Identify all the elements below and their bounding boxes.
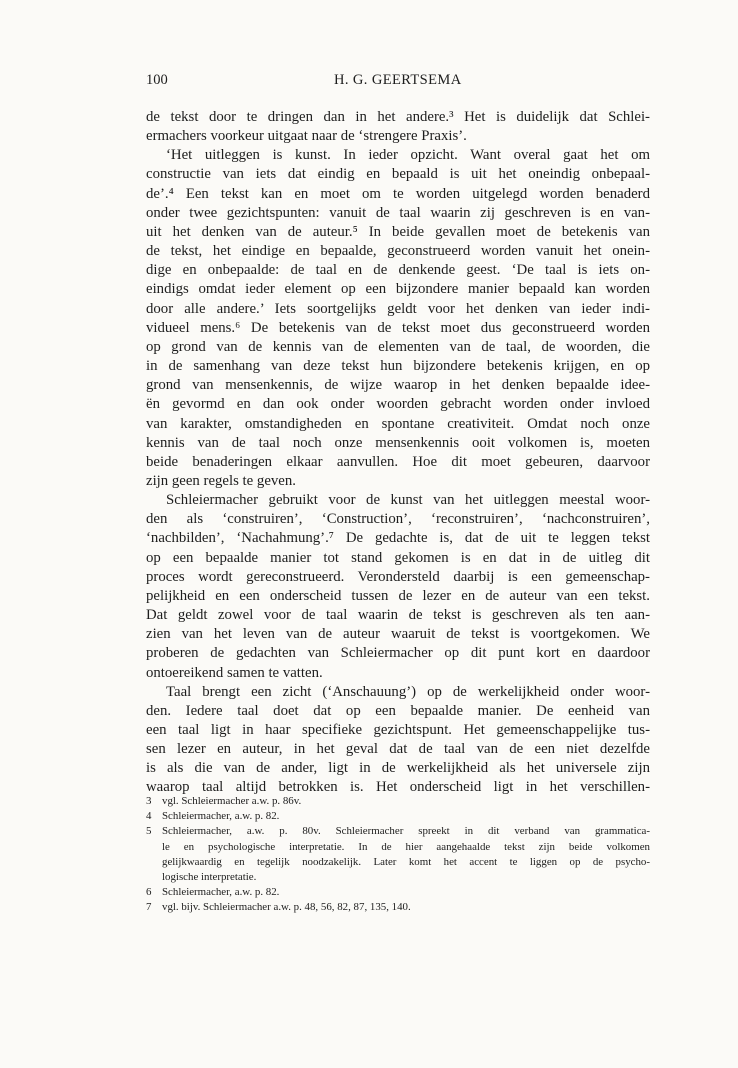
body-line: zien van het leven van de auteur waaruit de tekst is voortgekomen. We [146,626,650,643]
body-line: de tekst door te dringen dan in het andere.³ Het is duidelijk dat Schlei- [146,109,650,125]
footnote-line [146,870,650,885]
body-line: in de samenhang van deze tekst hun bijzondere betekenis krijgen, en op [146,358,650,375]
footnote-line [146,809,650,824]
body-line: door alle andere.’ Iets soortgelijks geldt voor het denken van ieder indi- [146,300,650,317]
body-line: onder twee gezichtspunten: vanuit de taal waarin zij geschreven is en van- [146,204,650,221]
body-text [146,108,650,798]
footnote-number: 3 [146,795,152,807]
footnote-text: logische interpretatie. [162,871,257,884]
body-line: op grond van de kennis van de elementen van de taal, de woorden, die [146,338,650,355]
body-line: Taal brengt een zicht (‘Anschauung’) op de werkelijkheid onder woor- [166,683,650,700]
body-line: ën gevormd en dan ook onder woorden gebracht worden onder invloed [146,396,650,413]
body-line: zijn geen regels te geven. [146,472,296,489]
footnote-text: le en psychologische interpretatie. In de hier aangehaalde tekst zijn beide volkomen [162,840,650,853]
footnote-line [146,885,650,900]
body-line: is als die van de ander, ligt in de werkelijkheid als het universele zijn [146,760,650,777]
body-line: vidueel mens.⁶ De betekenis van de tekst moet dus geconstrueerd worden [146,319,650,336]
body-line: een taal ligt in haar specifieke gezichtspunt. Het gemeenschappelijke tus- [146,722,650,738]
body-line: beide benaderingen elkaar aanvullen. Hoe dit moet gebeuren, daarvoor [146,453,650,470]
footnote-text: gelijkwaardig en tegelijk noodzakelijk. Later komt het accent te liggen op de psycho- [162,855,650,868]
footnote-text: Schleiermacher, a.w. p. 80v. Schleiermacher spreekt in dit verband van grammatica- [162,825,650,838]
body-line: proberen de gedachten van Schleiermacher op dit punt kort en daardoor [146,645,650,662]
footnotes [146,794,650,916]
footnote-text: Schleiermacher, a.w. p. 82. [162,886,280,899]
body-line: ontoereikend samen te vatten. [146,664,323,681]
body-line: den. Iedere taal doet dat op een bepaalde manier. De eenheid van [146,702,650,719]
body-line: Dat geldt zowel voor de taal waarin de tekst is geschreven als ten aan- [146,607,650,624]
footnote-text: vgl. Schleiermacher a.w. p. 86v. [162,795,302,807]
footnote-text: Schleiermacher, a.w. p. 82. [162,810,280,823]
footnote-line [146,824,650,839]
footnote-number: 4 [146,810,152,823]
body-line: grond van mensenkennis, de wijze waarop in het denken bepaalde idee- [146,377,650,394]
body-line: constructie van iets dat eindig en bepaald is uit het oneindig onbepaal- [146,166,650,183]
running-header [146,72,650,92]
footnote-text: vgl. bijv. Schleiermacher a.w. p. 48, 56, 82, 87, 135, 140. [162,901,411,914]
body-line: de’.⁴ Een tekst kan en moet om te worden uitgelegd worden benaderd [146,185,650,202]
body-line: ‘nachbilden’, ‘Nachahmung’.⁷ De gedachte is, dat de uit te leggen tekst [146,530,650,547]
footnote-number: 7 [146,901,152,914]
footnote-indent [146,870,162,885]
body-line: op een bepaalde manier tot stand gekomen is en dat in de uitleg dit [146,549,650,566]
footnote-line [146,794,650,809]
body-line: Schleiermacher gebruikt voor de kunst van het uitleggen meestal woor- [166,492,650,509]
footnote-number: 6 [146,886,152,899]
body-line: sen lezer en auteur, in het geval dat de taal van de een niet dezelfde [146,741,650,758]
body-line: den als ‘construiren’, ‘Construction’, ‘reconstruiren’, ‘nachconstruiren’, [146,511,650,528]
body-line: ermachers voorkeur uitgaat naar de ‘strengere Praxis’. [146,128,467,145]
body-line: uit het denken van de auteur.⁵ In beide gevallen moet de betekenis van [146,223,650,240]
body-line: de tekst, het eindige en bepaalde, geconstrueerd worden vanuit het onein- [146,243,650,260]
body-line: pelijkheid en een onderscheid tussen de lezer en de auteur van een tekst. [146,587,650,604]
footnote-line [146,855,650,870]
footnote-indent [146,855,162,870]
body-line: ‘Het uitleggen is kunst. In ieder opzicht. Want overal gaat het om [166,147,650,164]
running-head-author: H. G. GEERTSEMA [334,72,462,88]
body-line: proces wordt gereconstrueerd. Verondersteld daarbij is een gemeenschap- [146,568,650,585]
body-line: dige en onbepaalde: de taal en de denkende geest. ‘De taal is iets on- [146,262,650,279]
body-line: eindigs omdat ieder element op een bijzondere manier bepaald kan worden [146,281,650,298]
body-line: waarop taal altijd betrokken is. Het onderscheid ligt in het verschillen- [146,779,650,796]
page-number: 100 [146,72,168,88]
footnote-line [146,900,650,915]
body-line: kennis van de taal noch onze mensenkennis ooit volkomen is, moeten [146,434,650,451]
footnote-number: 5 [146,825,152,838]
body-line: van karakter, omstandigheden en spontane creativiteit. Omdat noch onze [146,415,650,432]
footnote-indent [146,840,162,855]
footnote-line [146,840,650,855]
